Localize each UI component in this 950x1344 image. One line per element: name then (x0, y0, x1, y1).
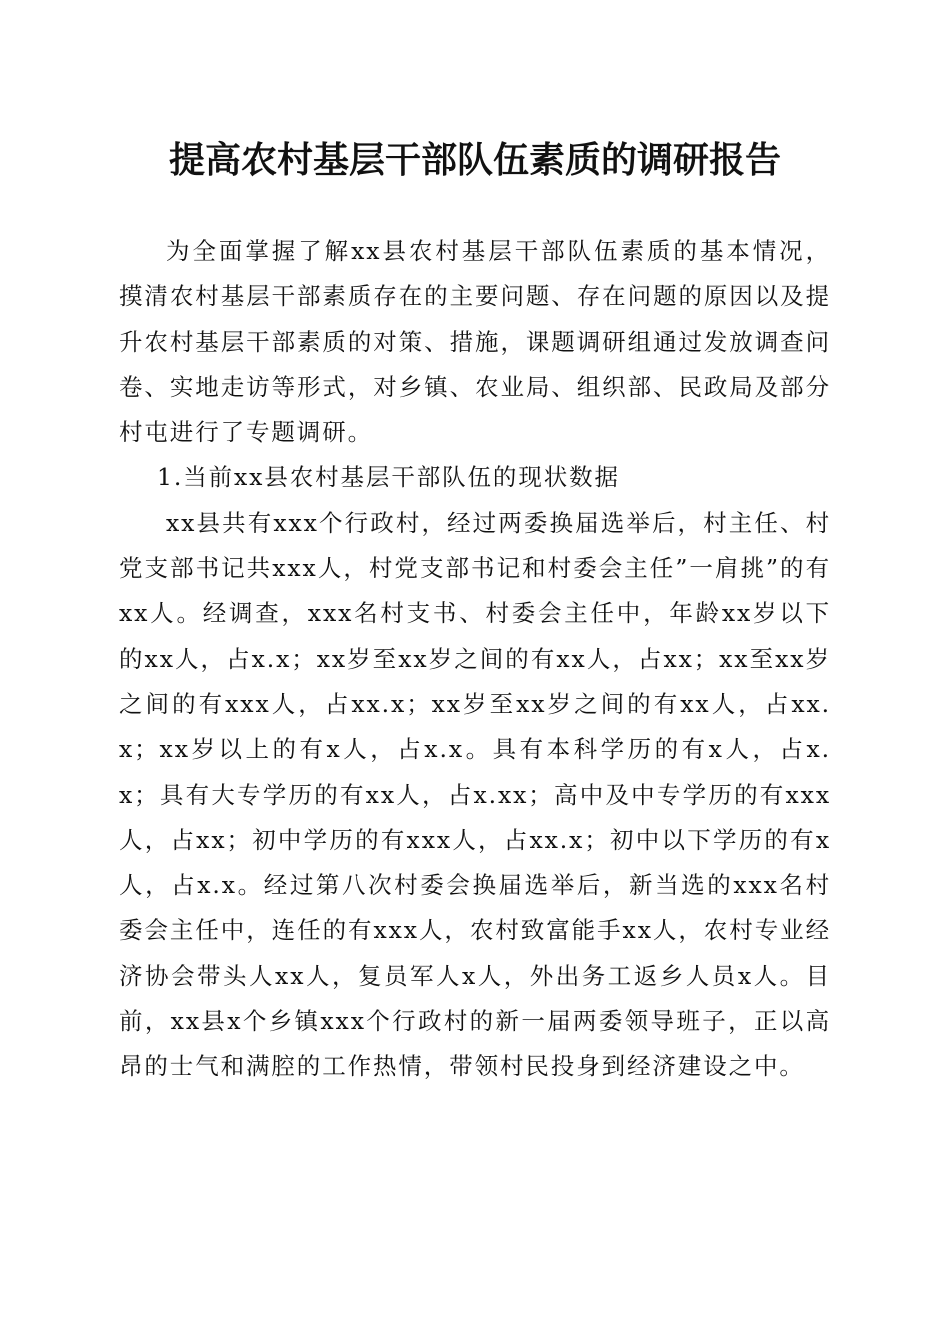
document-body (119, 229, 831, 1090)
intro-paragraph: 为全面掌握了解xx县农村基层干部队伍素质的基本情况，摸清农村基层干部素质存在的主要问题、存在问题的原因以及提升农村基层干部素质的对策、措施，课题调研组通过发放调查问卷、实地走访等形式，对乡镇、农业局、组织部、民政局及部分村屯进行了专题调研。 (119, 237, 831, 447)
section-paragraph: xx县共有xxx个行政村，经过两委换届选举后，村主任、村党支部书记共xxx人，村党支部书记和村委会主任”一肩挑”的有xx人。经调查，xxx名村支书、村委会主任中，年龄xx岁以下的xx人，占x.x；xx岁至xx岁之间的有xx人，占xx；xx至xx岁之间的有xxx人，占xx.x；xx岁至xx岁之间的有xx人，占xx.x；xx岁以上的有x人，占x.x。具有本科学历的有x人，占x.x；具有大专学历的有xx人，占x.xx；高中及中专学历的有xxx人，占xx；初中学历的有xxx人，占xx.x；初中以下学历的有x人，占x.x。经过第八次村委会换届选举后，新当选的xxx名村委会主任中，连任的有xxx人，农村致富能手xx人，农村专业经济协会带头人xx人，复员军人x人，外出务工返乡人员x人。目前，xx县x个乡镇xxx个行政村的新一届两委领导班子，正以高昂的士气和满腔的工作热情，带领村民投身到经济建设之中。 (119, 508, 831, 1081)
section-heading: 1.当前xx县农村基层干部队伍的现状数据 (157, 463, 620, 492)
document-title: 提高农村基层干部队伍素质的调研报告 (168, 139, 781, 181)
